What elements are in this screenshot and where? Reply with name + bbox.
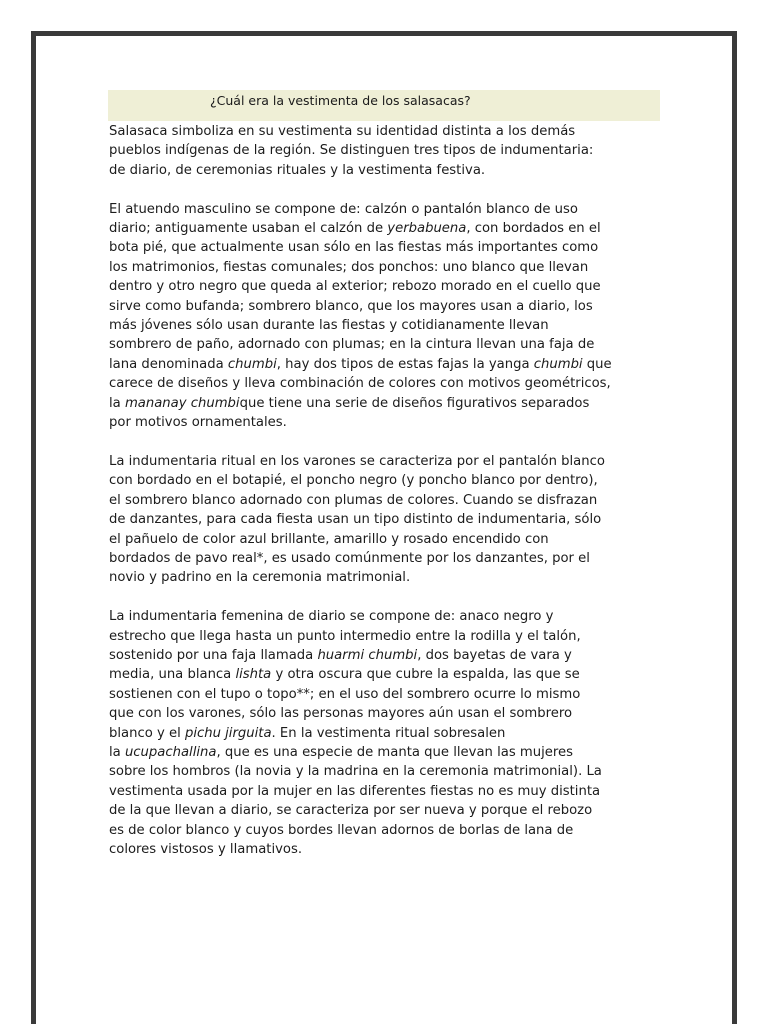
- paragraph-line: [109, 122, 665, 141]
- paragraph-line: [109, 724, 665, 743]
- italic-term: yerbabuena: [387, 221, 467, 237]
- document-title: ¿Cuál era la vestimenta de los salasacas?: [210, 93, 471, 108]
- text-run: sostienen con el tupo o topo**; en el uso del sombrero ocurre lo mismo: [109, 686, 581, 702]
- text-run: estrecho que llega hasta un punto intermedio entre la rodilla y el talón,: [109, 628, 581, 644]
- text-run: bordados de pavo real*, es usado comúnmente por los danzantes, por el: [109, 550, 590, 566]
- paragraph-line: [109, 161, 665, 180]
- paragraph-line: [109, 685, 665, 704]
- text-run: media, una blanca: [109, 667, 236, 683]
- paragraph-line: [109, 141, 665, 160]
- paragraph-line: [109, 316, 665, 335]
- paragraph-line: [109, 491, 665, 510]
- document-body: [109, 122, 665, 879]
- paragraph-line: [109, 821, 665, 840]
- text-run: sombrero de paño, adornado con plumas; en la cintura llevan una faja de: [109, 337, 595, 353]
- paragraph-line: [109, 277, 665, 296]
- text-run: los matrimonios, fiestas comunales; dos ponchos: uno blanco que llevan: [109, 259, 589, 275]
- italic-term: ucupachallina: [124, 744, 217, 760]
- text-run: con bordado en el botapié, el poncho negro (y poncho blanco por dentro),: [109, 473, 598, 489]
- paragraph-line: [109, 530, 665, 549]
- text-run: es de color blanco y cuyos bordes llevan adornos de borlas de lana de: [109, 822, 574, 838]
- text-run: que tiene una serie de diseños figurativos separados: [239, 395, 590, 411]
- paragraph-3: [109, 452, 665, 588]
- text-run: bota pié, que actualmente usan sólo en las fiestas más importantes como: [109, 240, 599, 256]
- paragraph-line: [109, 782, 665, 801]
- text-run: de danzantes, para cada fiesta usan un tipo distinto de indumentaria, sólo: [109, 512, 602, 528]
- text-run: La indumentaria ritual en los varones se caracteriza por el pantalón blanco: [109, 453, 605, 469]
- text-run: colores vistosos y llamativos.: [109, 841, 303, 857]
- text-run: blanco y el: [109, 725, 185, 741]
- text-run: La indumentaria femenina de diario se compone de: anaco negro y: [109, 609, 554, 625]
- text-run: la: [109, 744, 125, 760]
- text-run: por motivos ornamentales.: [109, 415, 287, 431]
- italic-term: huarmi chumbi: [317, 647, 418, 663]
- text-run: lana denominada: [109, 356, 228, 372]
- text-run: , hay dos tipos de estas fajas la yanga: [276, 356, 534, 372]
- text-run: más jóvenes sólo usan durante las fiestas y cotidianamente llevan: [109, 318, 549, 334]
- text-run: , dos bayetas de vara y: [417, 647, 572, 663]
- paragraph-line: [109, 335, 665, 354]
- paragraph-line: [109, 394, 665, 413]
- paragraph-4: [109, 607, 665, 859]
- text-run: sobre los hombros (la novia y la madrina en la ceremonia matrimonial). La: [109, 764, 602, 780]
- text-run: pueblos indígenas de la región. Se distinguen tres tipos de indumentaria:: [109, 143, 594, 159]
- text-run: diario; antiguamente usaban el calzón de: [109, 221, 388, 237]
- paragraph-2: [109, 200, 665, 433]
- italic-term: chumbi: [227, 356, 277, 372]
- text-run: el sombrero blanco adornado con plumas de colores. Cuando se disfrazan: [109, 492, 598, 508]
- paragraph-line: [109, 200, 665, 219]
- text-run: el pañuelo de color azul brillante, amarillo y rosado encendido con: [109, 531, 549, 547]
- paragraph-line: [109, 374, 665, 393]
- text-run: de la que llevan a diario, se caracteriza por ser nueva y porque el rebozo: [109, 803, 593, 819]
- paragraph-line: [109, 413, 665, 432]
- text-run: que con los varones, sólo las personas mayores aún usan el sombrero: [109, 706, 573, 722]
- text-run: novio y padrino en la ceremonia matrimonial.: [109, 570, 411, 586]
- paragraph-line: [109, 762, 665, 781]
- paragraph-line: [109, 801, 665, 820]
- text-run: sirve como bufanda; sombrero blanco, que los mayores usan a diario, los: [109, 298, 593, 314]
- text-run: la: [109, 395, 125, 411]
- paragraph-line: [109, 219, 665, 238]
- text-run: . En la vestimenta ritual sobresalen: [271, 725, 506, 741]
- paragraph-1: [109, 122, 665, 180]
- title-banner: [108, 90, 660, 121]
- text-run: sostenido por una faja llamada: [109, 647, 318, 663]
- paragraph-line: [109, 627, 665, 646]
- paragraph-line: [109, 471, 665, 490]
- italic-term: pichu jirguita: [184, 725, 272, 741]
- italic-term: lishta: [235, 667, 272, 683]
- text-run: El atuendo masculino se compone de: calzón o pantalón blanco de uso: [109, 201, 578, 217]
- paragraph-line: [109, 238, 665, 257]
- paragraph-line: [109, 510, 665, 529]
- text-run: , que es una especie de manta que llevan las mujeres: [216, 744, 573, 760]
- paragraph-line: [109, 568, 665, 587]
- paragraph-line: [109, 355, 665, 374]
- text-run: vestimenta usada por la mujer en las diferentes fiestas no es muy distinta: [109, 783, 601, 799]
- text-run: de diario, de ceremonias rituales y la vestimenta festiva.: [109, 162, 486, 178]
- text-run: y otra oscura que cubre la espalda, las que se: [271, 667, 580, 683]
- paragraph-line: [109, 840, 665, 859]
- paragraph-line: [109, 607, 665, 626]
- italic-term: mananay chumbi: [124, 395, 240, 411]
- text-run: , con bordados en el: [466, 221, 601, 237]
- text-run: carece de diseños y lleva combinación de colores con motivos geométricos,: [109, 376, 611, 392]
- text-run: que: [582, 356, 612, 372]
- text-run: Salasaca simboliza en su vestimenta su identidad distinta a los demás: [109, 124, 576, 139]
- paragraph-line: [109, 258, 665, 277]
- paragraph-line: [109, 743, 665, 762]
- text-run: dentro y otro negro que queda al exterior; rebozo morado en el cuello que: [109, 279, 601, 295]
- paragraph-line: [109, 549, 665, 568]
- italic-term: chumbi: [533, 356, 583, 372]
- paragraph-line: [109, 665, 665, 684]
- paragraph-line: [109, 297, 665, 316]
- paragraph-line: [109, 452, 665, 471]
- paragraph-line: [109, 646, 665, 665]
- paragraph-line: [109, 704, 665, 723]
